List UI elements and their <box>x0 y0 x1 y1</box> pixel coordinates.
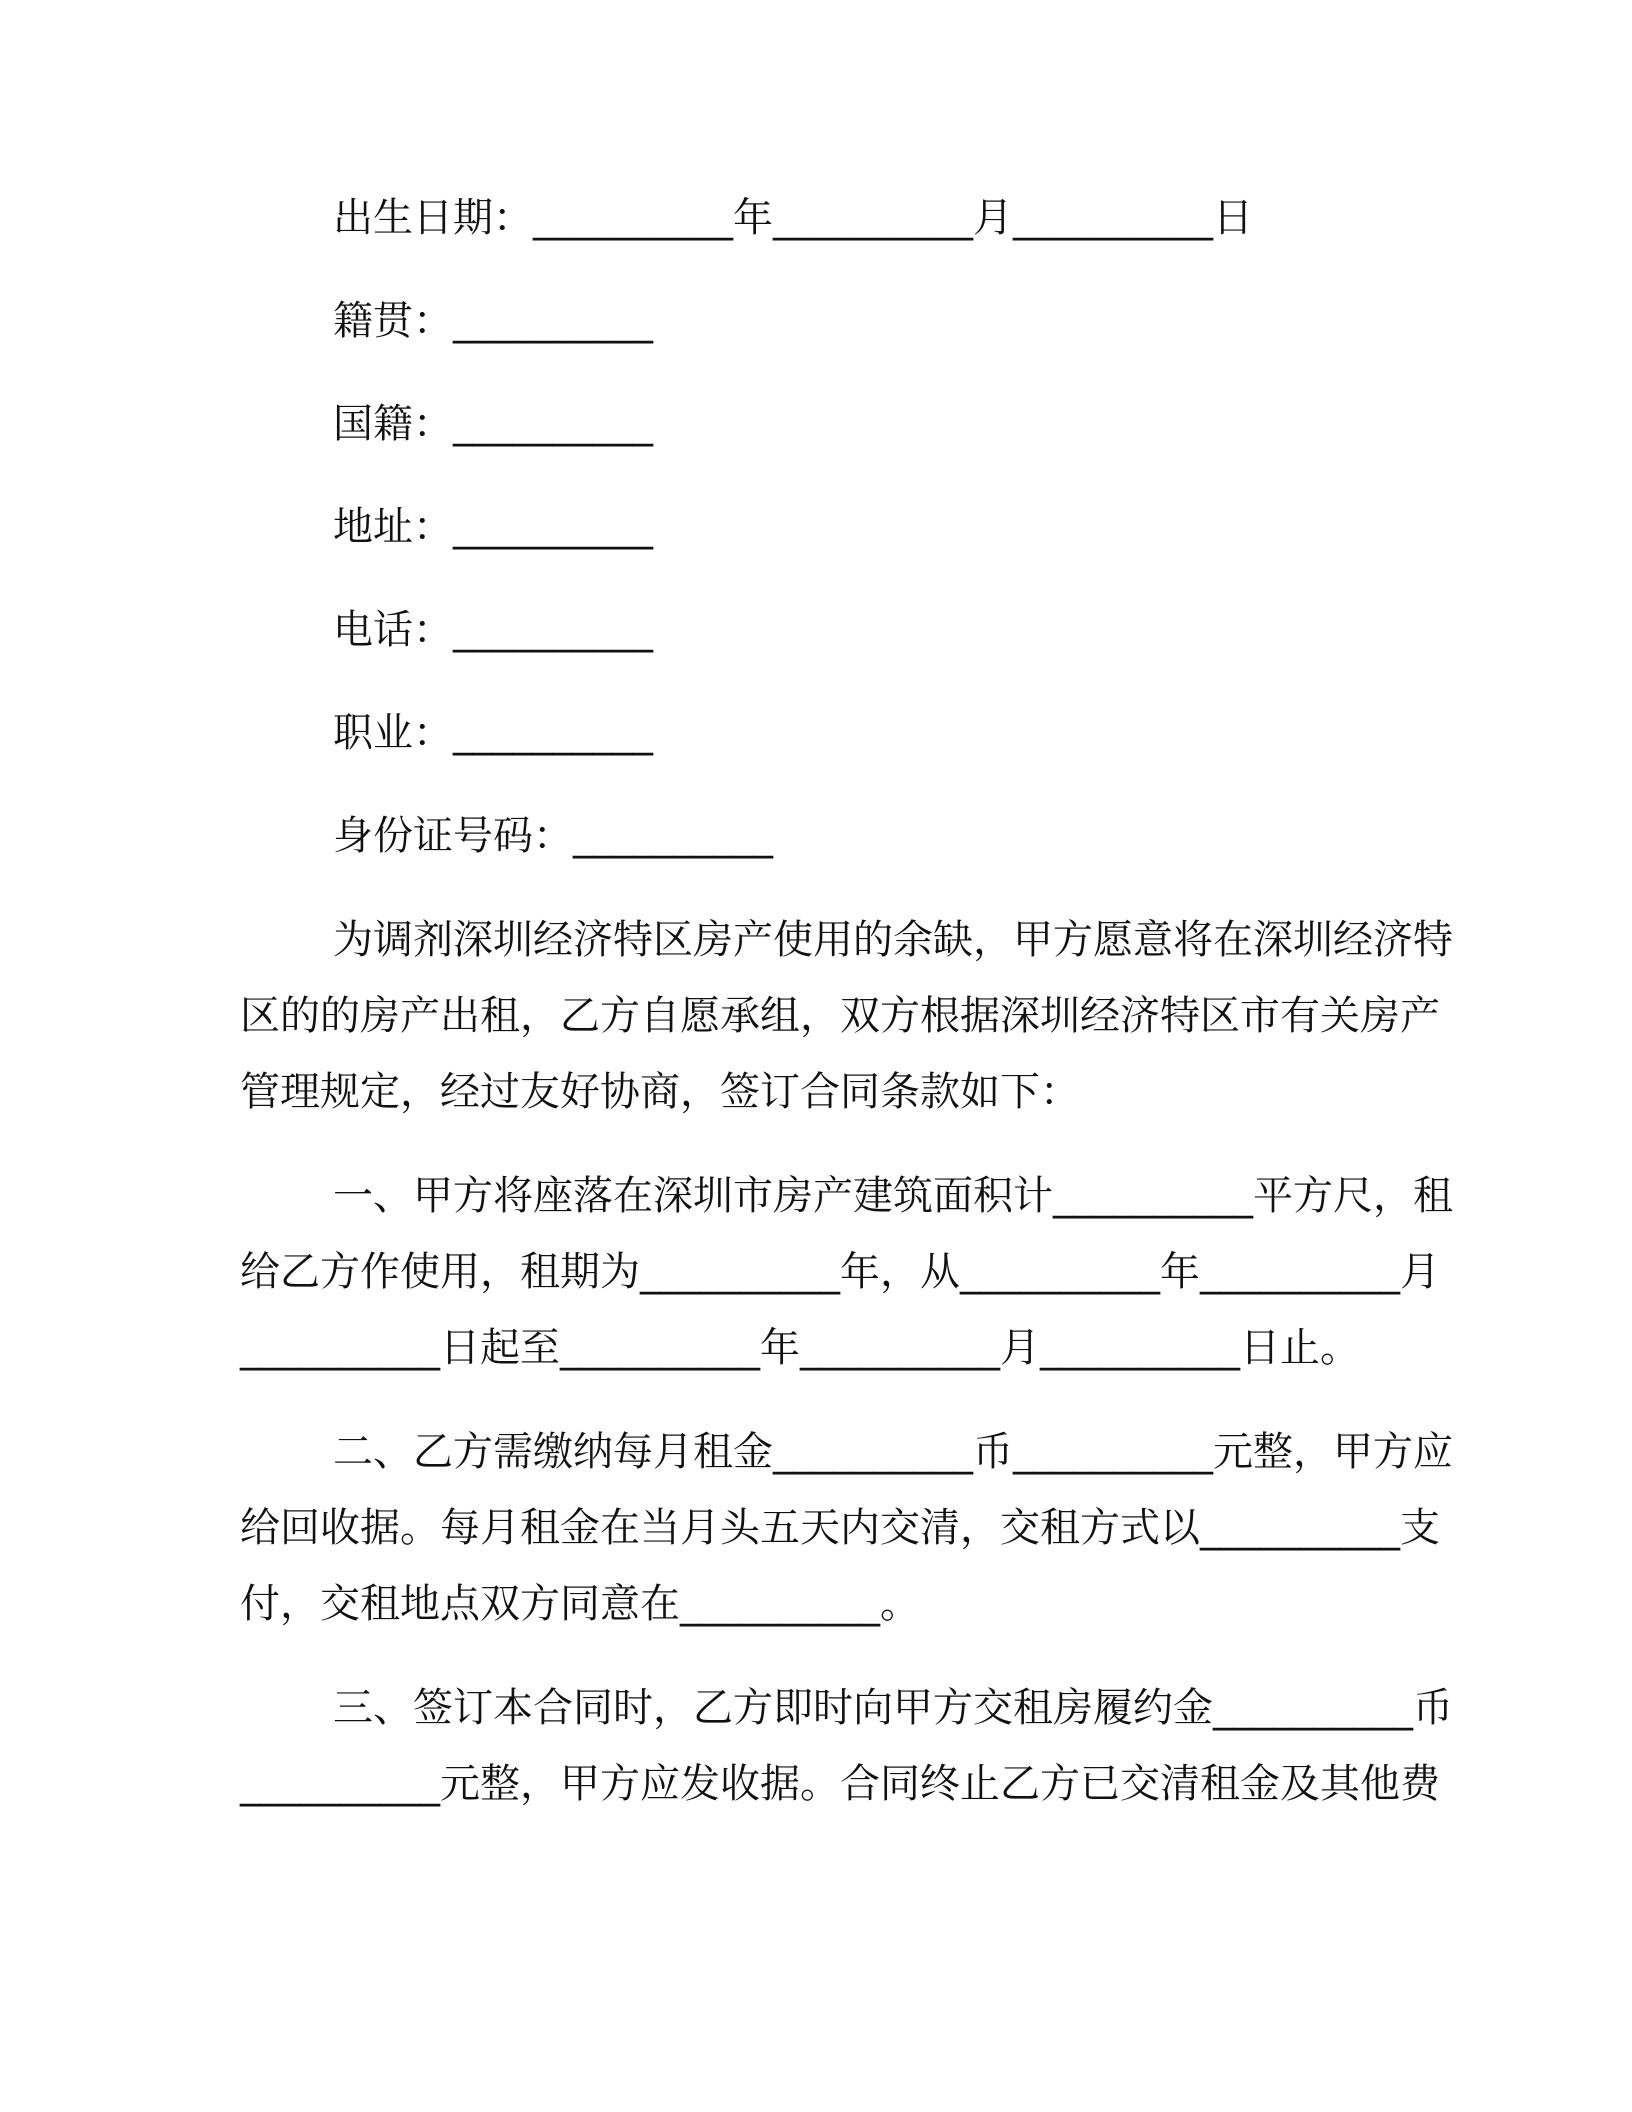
clause2-line-3: 付，交租地点双方同意在__________。 <box>240 1581 920 1627</box>
address-blank: __________ <box>453 504 653 550</box>
native-place-field <box>333 293 653 349</box>
birth-date-field <box>333 190 1253 246</box>
id-number-label: 身份证号码： <box>333 813 573 859</box>
year-text: 年 <box>733 195 773 241</box>
address-field <box>333 499 653 555</box>
birth-date-label: 出生日期： <box>333 195 533 241</box>
nationality-blank: __________ <box>453 401 653 447</box>
intro-line-2: 区的的房产出租，乙方自愿承组，双方根据深圳经济特区市有关房产 <box>240 993 1440 1039</box>
clause3-line-2: __________元整，甲方应发收据。合同终止乙方已交清租金及其他费 <box>240 1761 1440 1807</box>
intro-line-3: 管理规定，经过友好协商，签订合同条款如下： <box>240 1069 1080 1115</box>
phone-field <box>333 602 653 658</box>
occupation-blank: __________ <box>453 710 653 756</box>
clause2-line-1: 二、乙方需缴纳每月租金__________币__________元整，甲方应 <box>333 1429 1453 1475</box>
clause2-line-2: 给回收据。每月租金在当月头五天内交清，交租方式以__________支 <box>240 1505 1440 1551</box>
intro-line-1: 为调剂深圳经济特区房产使用的余缺，甲方愿意将在深圳经济特 <box>333 917 1453 963</box>
month-text: 月 <box>973 195 1013 241</box>
birth-day-blank: __________ <box>1013 195 1213 241</box>
native-place-label: 籍贯： <box>333 298 453 344</box>
phone-blank: __________ <box>453 607 653 653</box>
birth-year-blank: __________ <box>533 195 733 241</box>
clause3-line-1: 三、签订本合同时，乙方即时向甲方交租房履约金__________币 <box>333 1685 1453 1731</box>
address-label: 地址： <box>333 504 453 550</box>
nationality-label: 国籍： <box>333 401 453 447</box>
id-number-field <box>333 808 773 864</box>
id-number-blank: __________ <box>573 813 773 859</box>
nationality-field <box>333 396 653 452</box>
native-place-blank: __________ <box>453 298 653 344</box>
clause1-line-1: 一、甲方将座落在深圳市房产建筑面积计__________平方尺，租 <box>333 1173 1453 1219</box>
clause1-line-2: 给乙方作使用，租期为__________年，从__________年__________月 <box>240 1249 1440 1295</box>
occupation-field <box>333 705 653 761</box>
day-text: 日 <box>1213 195 1253 241</box>
phone-label: 电话： <box>333 607 453 653</box>
occupation-label: 职业： <box>333 710 453 756</box>
birth-month-blank: __________ <box>773 195 973 241</box>
clause1-line-3: __________日起至__________年__________月__________日止。 <box>240 1325 1360 1371</box>
